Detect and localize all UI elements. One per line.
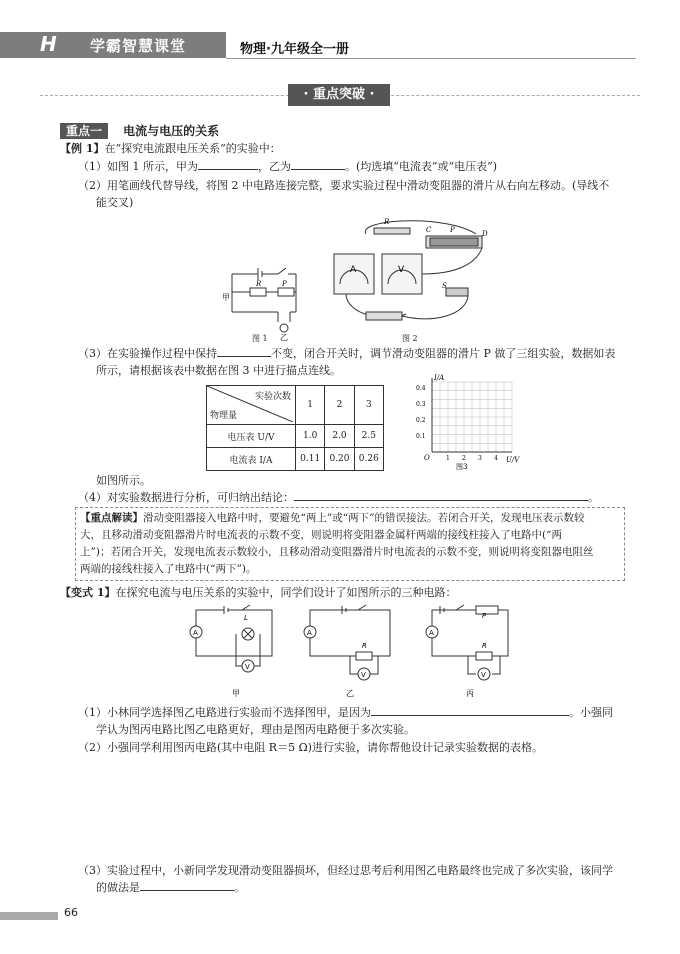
variant-1-stem-line bbox=[60, 584, 456, 601]
table-cell: 0.26 bbox=[354, 448, 383, 471]
q3-text-b: 所示，请根据该表中数据在图 3 中进行描点连线。 bbox=[96, 364, 341, 377]
voltmeter-icon: V bbox=[481, 671, 486, 679]
q4-text-a: （4）对实验数据进行分析，可归纳出结论： bbox=[78, 491, 294, 504]
x-tick-label: 2 bbox=[462, 455, 466, 462]
q3-blank[interactable] bbox=[217, 345, 271, 357]
x-axis-label: U/V bbox=[506, 456, 520, 464]
brand-logo: H bbox=[40, 32, 57, 56]
fig1-jia-label: 甲 bbox=[222, 293, 230, 302]
brand-title: 学霸智慧课堂 bbox=[90, 37, 187, 55]
v1-q1-text-a: （1）小林同学选择图乙电路进行实验而不选择图甲，是因为 bbox=[78, 706, 371, 719]
circuit-label-yi: 乙 bbox=[346, 689, 354, 698]
analysis-text bbox=[80, 510, 625, 578]
svg-text:P: P bbox=[482, 612, 487, 620]
meter-yi-icon bbox=[280, 324, 288, 332]
q1-text-a: （1）如图 1 所示，甲为 bbox=[78, 160, 198, 173]
x-tick-label: 1 bbox=[446, 455, 450, 462]
q3-text-a2: 不变，闭合开关时，调节滑动变阻器的滑片 P 做了三组实验，数据如表 bbox=[271, 347, 616, 360]
figure-1-caption: 图 1 bbox=[252, 334, 268, 343]
example-1-q3 bbox=[78, 345, 638, 379]
svg-text:C: C bbox=[426, 226, 432, 234]
origin-label: O bbox=[424, 454, 430, 462]
q4-blank[interactable] bbox=[294, 489, 588, 501]
circuit-label-jia: 甲 bbox=[232, 689, 240, 698]
figure-2-apparatus bbox=[326, 214, 496, 334]
q2-text-a: （2）用笔画线代替导线，将图 2 中电路连接完整，要求实验过程中滑动变阻器的滑片从右向左移动。(导线不 bbox=[78, 179, 610, 192]
ammeter-icon: A bbox=[429, 629, 434, 637]
table-header-cell: 1 bbox=[296, 386, 325, 425]
x-tick-label: 4 bbox=[494, 455, 498, 462]
example-1-stem-line bbox=[60, 140, 281, 157]
table-cell: 电流表 I/A bbox=[207, 448, 296, 471]
analysis-label: 【重点解读】 bbox=[80, 512, 143, 524]
footer-bar bbox=[0, 912, 58, 920]
y-tick-label: 0.3 bbox=[416, 401, 426, 408]
figure-2-caption: 图 2 bbox=[402, 334, 418, 343]
variant-1-q2: （2）小强同学利用图丙电路(其中电阻 R＝5 Ω)进行实验，请你帮他设计记录实验数据的表格。 bbox=[78, 741, 543, 754]
v1-q1-text-b: 。小强同 bbox=[569, 706, 613, 719]
key-point-title: 电流与电压的关系 bbox=[123, 124, 220, 138]
v1-q3-text-c: 。 bbox=[234, 881, 245, 894]
table-header-cell: 2 bbox=[325, 386, 354, 425]
figure-3-caption: 图3 bbox=[456, 463, 468, 470]
y-tick-label: 0.4 bbox=[416, 385, 426, 392]
q2-text-b: 能交叉) bbox=[96, 196, 134, 209]
header-divider bbox=[226, 58, 636, 59]
analysis-line: 滑动变阻器接入电路中时，要避免“两上”或“两下”的错误接法。若闭合开关，发现电压表示数较 bbox=[143, 512, 585, 524]
q3-text-a1: （3）在实验操作过程中保持 bbox=[78, 347, 217, 360]
figure-1-circuit bbox=[220, 262, 310, 344]
y-axis-label: I/A bbox=[434, 374, 445, 382]
v1-q1-text-c: 学认为图丙电路比图乙电路更好，理由是图丙电路便于多次实验。 bbox=[96, 723, 415, 736]
corner-top-label: 实验次数 bbox=[254, 392, 291, 402]
data-table bbox=[206, 385, 384, 471]
q4-text-b: 。 bbox=[588, 491, 599, 504]
variant-1-label: 【变式 1】 bbox=[60, 586, 116, 599]
table-row bbox=[207, 425, 384, 448]
example-1-label: 【例 1】 bbox=[60, 142, 105, 155]
v1-q3-text-b: 的做法是 bbox=[96, 881, 140, 894]
svg-text:P: P bbox=[282, 280, 287, 288]
voltmeter-icon: V bbox=[361, 671, 366, 679]
y-tick-label: 0.2 bbox=[416, 417, 426, 424]
q1-text-b: ，乙为 bbox=[258, 160, 291, 173]
svg-text:R: R bbox=[362, 642, 367, 650]
ammeter-icon: A bbox=[193, 629, 198, 637]
circuit-label-bing: 丙 bbox=[466, 689, 474, 698]
example-1-q1 bbox=[78, 158, 497, 175]
q1-blank-1[interactable] bbox=[198, 158, 258, 170]
table-cell: 0.11 bbox=[296, 448, 325, 471]
svg-text:D: D bbox=[482, 230, 488, 238]
figure-3-grid bbox=[412, 372, 522, 470]
table-cell: 2.0 bbox=[325, 425, 354, 448]
v1-q1-blank[interactable] bbox=[371, 704, 569, 716]
fig1-yi-label: 乙 bbox=[280, 333, 288, 342]
table-header-cell: 3 bbox=[354, 386, 383, 425]
q1-blank-2[interactable] bbox=[291, 158, 345, 170]
example-1-q4 bbox=[78, 489, 599, 506]
svg-text:R: R bbox=[256, 280, 262, 288]
x-tick-label: 3 bbox=[478, 455, 482, 462]
book-title: 物理·九年级全一册 bbox=[240, 42, 349, 57]
svg-text:R: R bbox=[482, 642, 487, 650]
svg-text:A: A bbox=[350, 265, 357, 275]
example-1-stem: 在“探究电流跟电压关系”的实验中： bbox=[104, 142, 281, 155]
table-cell: 0.20 bbox=[325, 448, 354, 471]
three-circuits bbox=[186, 604, 516, 700]
svg-text:V: V bbox=[398, 265, 405, 275]
svg-text:S: S bbox=[442, 282, 447, 290]
ammeter-icon: A bbox=[307, 629, 312, 637]
key-point-heading bbox=[60, 120, 219, 139]
example-1-q2 bbox=[78, 177, 638, 211]
table-cell: 2.5 bbox=[354, 425, 383, 448]
q1-text-c: 。(均选填“电流表”或“电压表”) bbox=[345, 160, 498, 173]
section-title: · 重点突破 · bbox=[288, 84, 390, 106]
corner-bottom-label: 物理量 bbox=[210, 411, 238, 421]
voltmeter-icon: V bbox=[245, 663, 250, 671]
as-shown-text: 如图所示。 bbox=[96, 474, 151, 487]
analysis-line: 大，且移动滑动变阻器滑片时电流表的示数不变，则说明将变阻器金属杆两端的接线柱接入了电路中(“两 bbox=[80, 529, 562, 541]
analysis-line: 上”)；若闭合开关，发现电流表示数较小，且移动滑动变阻器滑片时电流表的示数不变，则说明将变阻器电阻丝 bbox=[80, 546, 594, 558]
page-number: 66 bbox=[64, 906, 78, 919]
v1-q3-text-a: （3）实验过程中，小新同学发现滑动变阻器损坏，但经过思考后利用图乙电路最终也完成了多次实验，该同学 bbox=[78, 864, 613, 877]
svg-text:P: P bbox=[450, 226, 455, 234]
key-point-tag: 重点一 bbox=[60, 123, 108, 139]
table-cell: 电压表 U/V bbox=[207, 425, 296, 448]
variant-1-q1 bbox=[78, 704, 638, 738]
table-row bbox=[207, 448, 384, 471]
svg-text:R: R bbox=[384, 218, 390, 226]
page-header bbox=[0, 28, 680, 64]
y-tick-label: 0.1 bbox=[416, 433, 426, 440]
svg-text:L: L bbox=[244, 614, 248, 622]
table-corner-cell bbox=[207, 386, 296, 425]
variant-1-q3 bbox=[78, 862, 638, 896]
table-cell: 1.0 bbox=[296, 425, 325, 448]
analysis-line: 两端的接线柱接入了电路中(“两下”)。 bbox=[80, 563, 257, 575]
variant-1-stem: 在探究电流与电压关系的实验中，同学们设计了如图所示的三种电路： bbox=[115, 586, 457, 599]
v1-q3-blank[interactable] bbox=[140, 879, 234, 891]
